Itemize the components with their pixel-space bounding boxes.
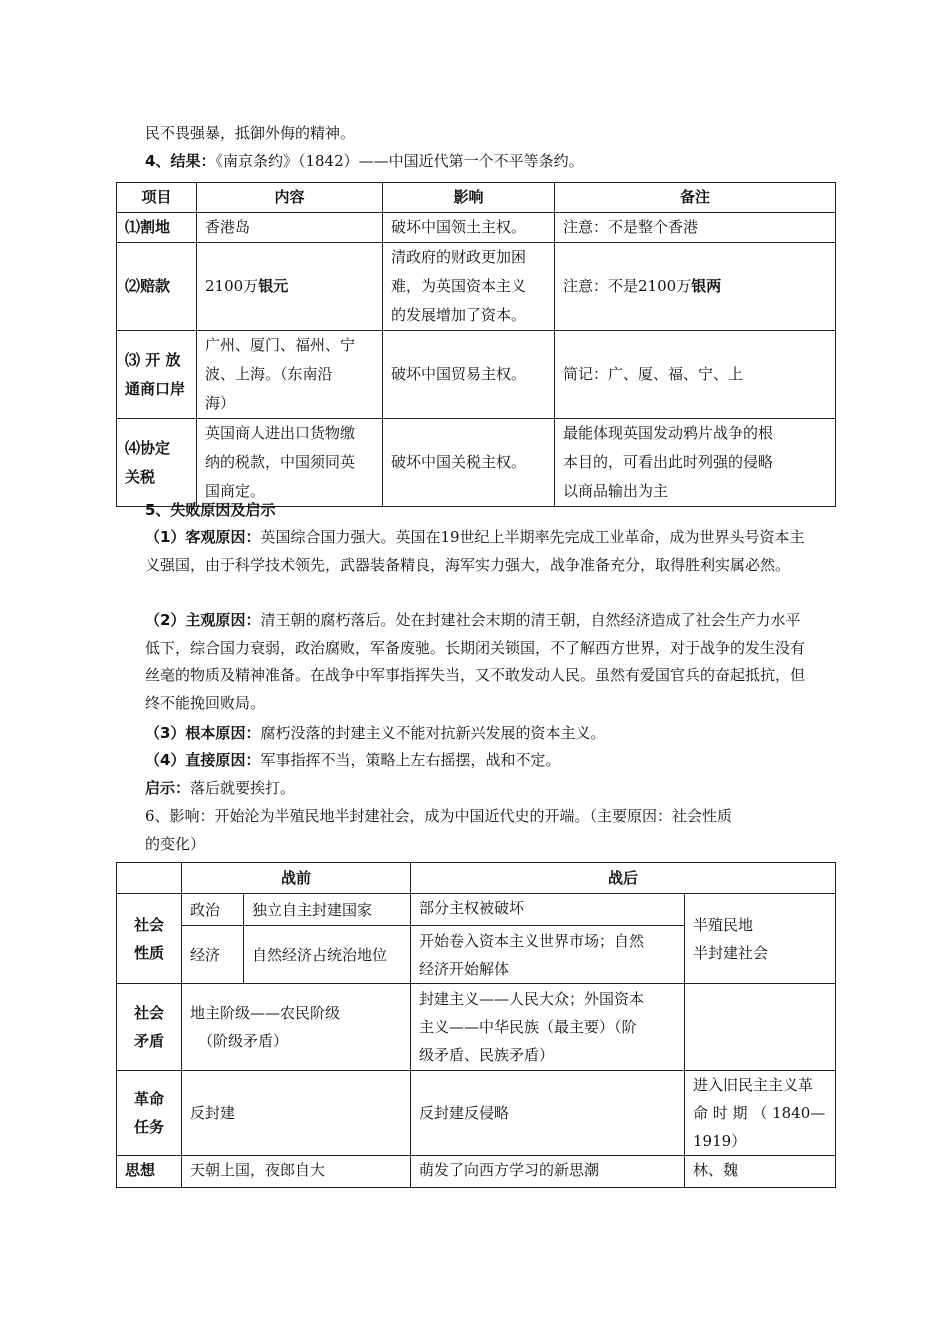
cell-line: （阶级矛盾） xyxy=(198,1032,289,1050)
row-item xyxy=(117,419,197,507)
result-text: 《南京条约》（1842）——中国近代第一个不平等条约。 xyxy=(215,152,584,170)
table-row xyxy=(117,1156,836,1188)
thought-note: 林、魏 xyxy=(685,1156,836,1188)
content-currency: 银元 xyxy=(258,277,289,295)
row-content xyxy=(197,243,383,331)
table-header-row xyxy=(117,183,836,213)
cell-line: 封建主义——人民大众；外国资本 xyxy=(419,990,645,1008)
intro-line: 民不畏强暴，抵御外侮的精神。 xyxy=(145,124,356,142)
after-conflict xyxy=(411,984,685,1071)
objective-label: （1）客观原因： xyxy=(145,528,261,546)
row-label-thought: 思想 xyxy=(117,1156,182,1188)
header-content: 内容 xyxy=(197,183,383,213)
content-line: 国商定。 xyxy=(205,482,266,500)
result-number: 4、 xyxy=(145,152,171,170)
direct-text: 军事指挥不当，策略上左右摇摆，战和不定。 xyxy=(260,751,561,769)
effect-line: 的发展增加了资本。 xyxy=(391,306,527,324)
society-note xyxy=(685,894,836,984)
note-line: 以商品输出为主 xyxy=(563,482,669,500)
row-effect: 破坏中国关税主权。 xyxy=(383,419,555,507)
item-line: ⑷协定 xyxy=(125,438,171,457)
table-row xyxy=(117,894,836,926)
task-note xyxy=(685,1071,836,1156)
table-row xyxy=(117,419,836,507)
cell-line: 级矛盾、民族矛盾） xyxy=(419,1046,555,1064)
note-line: 命 时 期 （ 1840— xyxy=(693,1104,826,1122)
section6-line2: 的变化） xyxy=(145,835,206,853)
header-blank xyxy=(117,863,182,894)
header-after: 战后 xyxy=(411,863,836,894)
header-note: 备注 xyxy=(555,183,836,213)
row-content xyxy=(197,331,383,419)
table-row xyxy=(117,984,836,1071)
row-note xyxy=(555,243,836,331)
cell-line: 开始卷入资本主义世界市场；自然 xyxy=(419,931,645,950)
objective-cause xyxy=(145,524,809,579)
item-line: 通商口岸 xyxy=(125,379,186,398)
before-conflict xyxy=(182,984,411,1071)
label-line: 社会 xyxy=(133,1004,164,1022)
row-content xyxy=(197,419,383,507)
note-line: 进入旧民主主义革 xyxy=(693,1076,814,1094)
before-thought: 天朝上国，夜郎自大 xyxy=(182,1156,411,1188)
row-effect: 破坏中国贸易主权。 xyxy=(383,331,555,419)
compare-table xyxy=(116,862,836,1188)
label-line: 性质 xyxy=(133,943,164,962)
root-label: （3）根本原因： xyxy=(145,724,261,742)
cell-line: 地主阶级——农民阶级 xyxy=(190,1004,341,1022)
table-row xyxy=(117,331,836,419)
table-row xyxy=(117,243,836,331)
item-line: ⑶ 开 放 xyxy=(125,350,181,369)
header-effect: 影响 xyxy=(383,183,555,213)
conflict-note xyxy=(685,984,836,1071)
compare-header-row xyxy=(117,863,836,894)
after-politics: 部分主权被破坏 xyxy=(411,894,685,926)
before-task: 反封建 xyxy=(182,1071,411,1156)
subjective-text: 清王朝的腐朽落后。处在封建社会末期的清王朝，自然经济造成了社会生产力水平低下，综合国力衰弱，政治腐败，军备废驰。长期闭关锁国，不了解西方世界，对于战争的发生没有丝毫的物质及精神准备。在战争中军事指挥失当，又不敢发动人民。虽然有爱国官兵的奋起抵抗，但终不能挽回败局。 xyxy=(145,611,806,712)
note-text: 注意：不是2100万 xyxy=(563,277,692,295)
label-line: 任务 xyxy=(133,1118,164,1136)
effect-line: 难，为英国资本主义 xyxy=(391,277,527,295)
after-task: 反封建反侵略 xyxy=(411,1071,685,1156)
result-line xyxy=(145,151,584,171)
row-effect: 破坏中国领土主权。 xyxy=(383,213,555,243)
direct-label: （4）直接原因： xyxy=(145,751,261,769)
lesson-text: 落后就要挨打。 xyxy=(190,779,296,797)
row-content: 香港岛 xyxy=(197,213,383,243)
note-line: 1919） xyxy=(693,1132,747,1150)
before-politics: 独立自主封建国家 xyxy=(244,894,411,926)
sub-economy: 经济 xyxy=(182,926,244,984)
after-economy xyxy=(411,926,685,984)
cell-line: 经济开始解体 xyxy=(419,959,510,978)
root-text: 腐朽没落的封建主义不能对抗新兴发展的资本主义。 xyxy=(260,724,606,742)
note-line: 半封建社会 xyxy=(693,943,769,962)
row-item xyxy=(117,331,197,419)
header-item: 项目 xyxy=(117,183,197,213)
result-label: 结果： xyxy=(170,152,216,170)
row-label-society xyxy=(117,894,182,984)
note-currency: 银两 xyxy=(691,277,722,295)
table-row xyxy=(117,213,836,243)
note-line: 半殖民地 xyxy=(693,915,754,934)
content-line: 英国商人进出口货物缴 xyxy=(205,424,356,442)
label-line: 社会 xyxy=(133,915,164,934)
content-line: 海） xyxy=(205,394,236,412)
treaty-table xyxy=(116,182,836,507)
lesson-label: 启示： xyxy=(145,779,191,797)
label-line: 革命 xyxy=(133,1090,164,1108)
row-label-conflict xyxy=(117,984,182,1071)
subjective-cause xyxy=(145,607,809,717)
note-line: 本目的，可看出此时列强的侵略 xyxy=(563,453,774,471)
objective-text: 英国综合国力强大。英国在19世纪上半期率先完成工业革命，成为世界头号资本主义强国，由于科学技术领先，武器装备精良，海军实力强大，战争准备充分，取得胜利实属必然。 xyxy=(145,528,805,574)
item-line: 关税 xyxy=(125,467,156,486)
row-label-task xyxy=(117,1071,182,1156)
content-amount: 2100万 xyxy=(205,277,259,295)
section5-title: 5、失败原因及启示 xyxy=(145,501,276,519)
note-line: 最能体现英国发动鸦片战争的根 xyxy=(563,424,774,442)
sub-politics: 政治 xyxy=(182,894,244,926)
cell-line: 主义——中华民族（最主要）（阶 xyxy=(419,1018,637,1036)
before-economy: 自然经济占统治地位 xyxy=(244,926,411,984)
table-row xyxy=(117,1071,836,1156)
row-note: 简记：广、厦、福、宁、上 xyxy=(555,331,836,419)
row-item: ⑴割地 xyxy=(117,213,197,243)
row-effect xyxy=(383,243,555,331)
effect-line: 清政府的财政更加困 xyxy=(391,248,527,266)
lesson xyxy=(145,778,295,798)
row-note: 注意：不是整个香港 xyxy=(555,213,836,243)
subjective-label: （2）主观原因： xyxy=(145,611,261,629)
row-note xyxy=(555,419,836,507)
content-line: 纳的税款，中国须同英 xyxy=(205,453,356,471)
header-before: 战前 xyxy=(182,863,411,894)
direct-cause xyxy=(145,750,560,770)
section6-line1: 6、影响：开始沦为半殖民地半封建社会，成为中国近代史的开端。（主要原因：社会性质 xyxy=(145,807,733,825)
after-thought: 萌发了向西方学习的新思潮 xyxy=(411,1156,685,1188)
row-item: ⑵赔款 xyxy=(117,243,197,331)
label-line: 矛盾 xyxy=(133,1032,164,1050)
content-line: 波、上海。（东南沿 xyxy=(205,365,333,383)
root-cause xyxy=(145,723,605,743)
content-line: 广州、厦门、福州、宁 xyxy=(205,336,356,354)
